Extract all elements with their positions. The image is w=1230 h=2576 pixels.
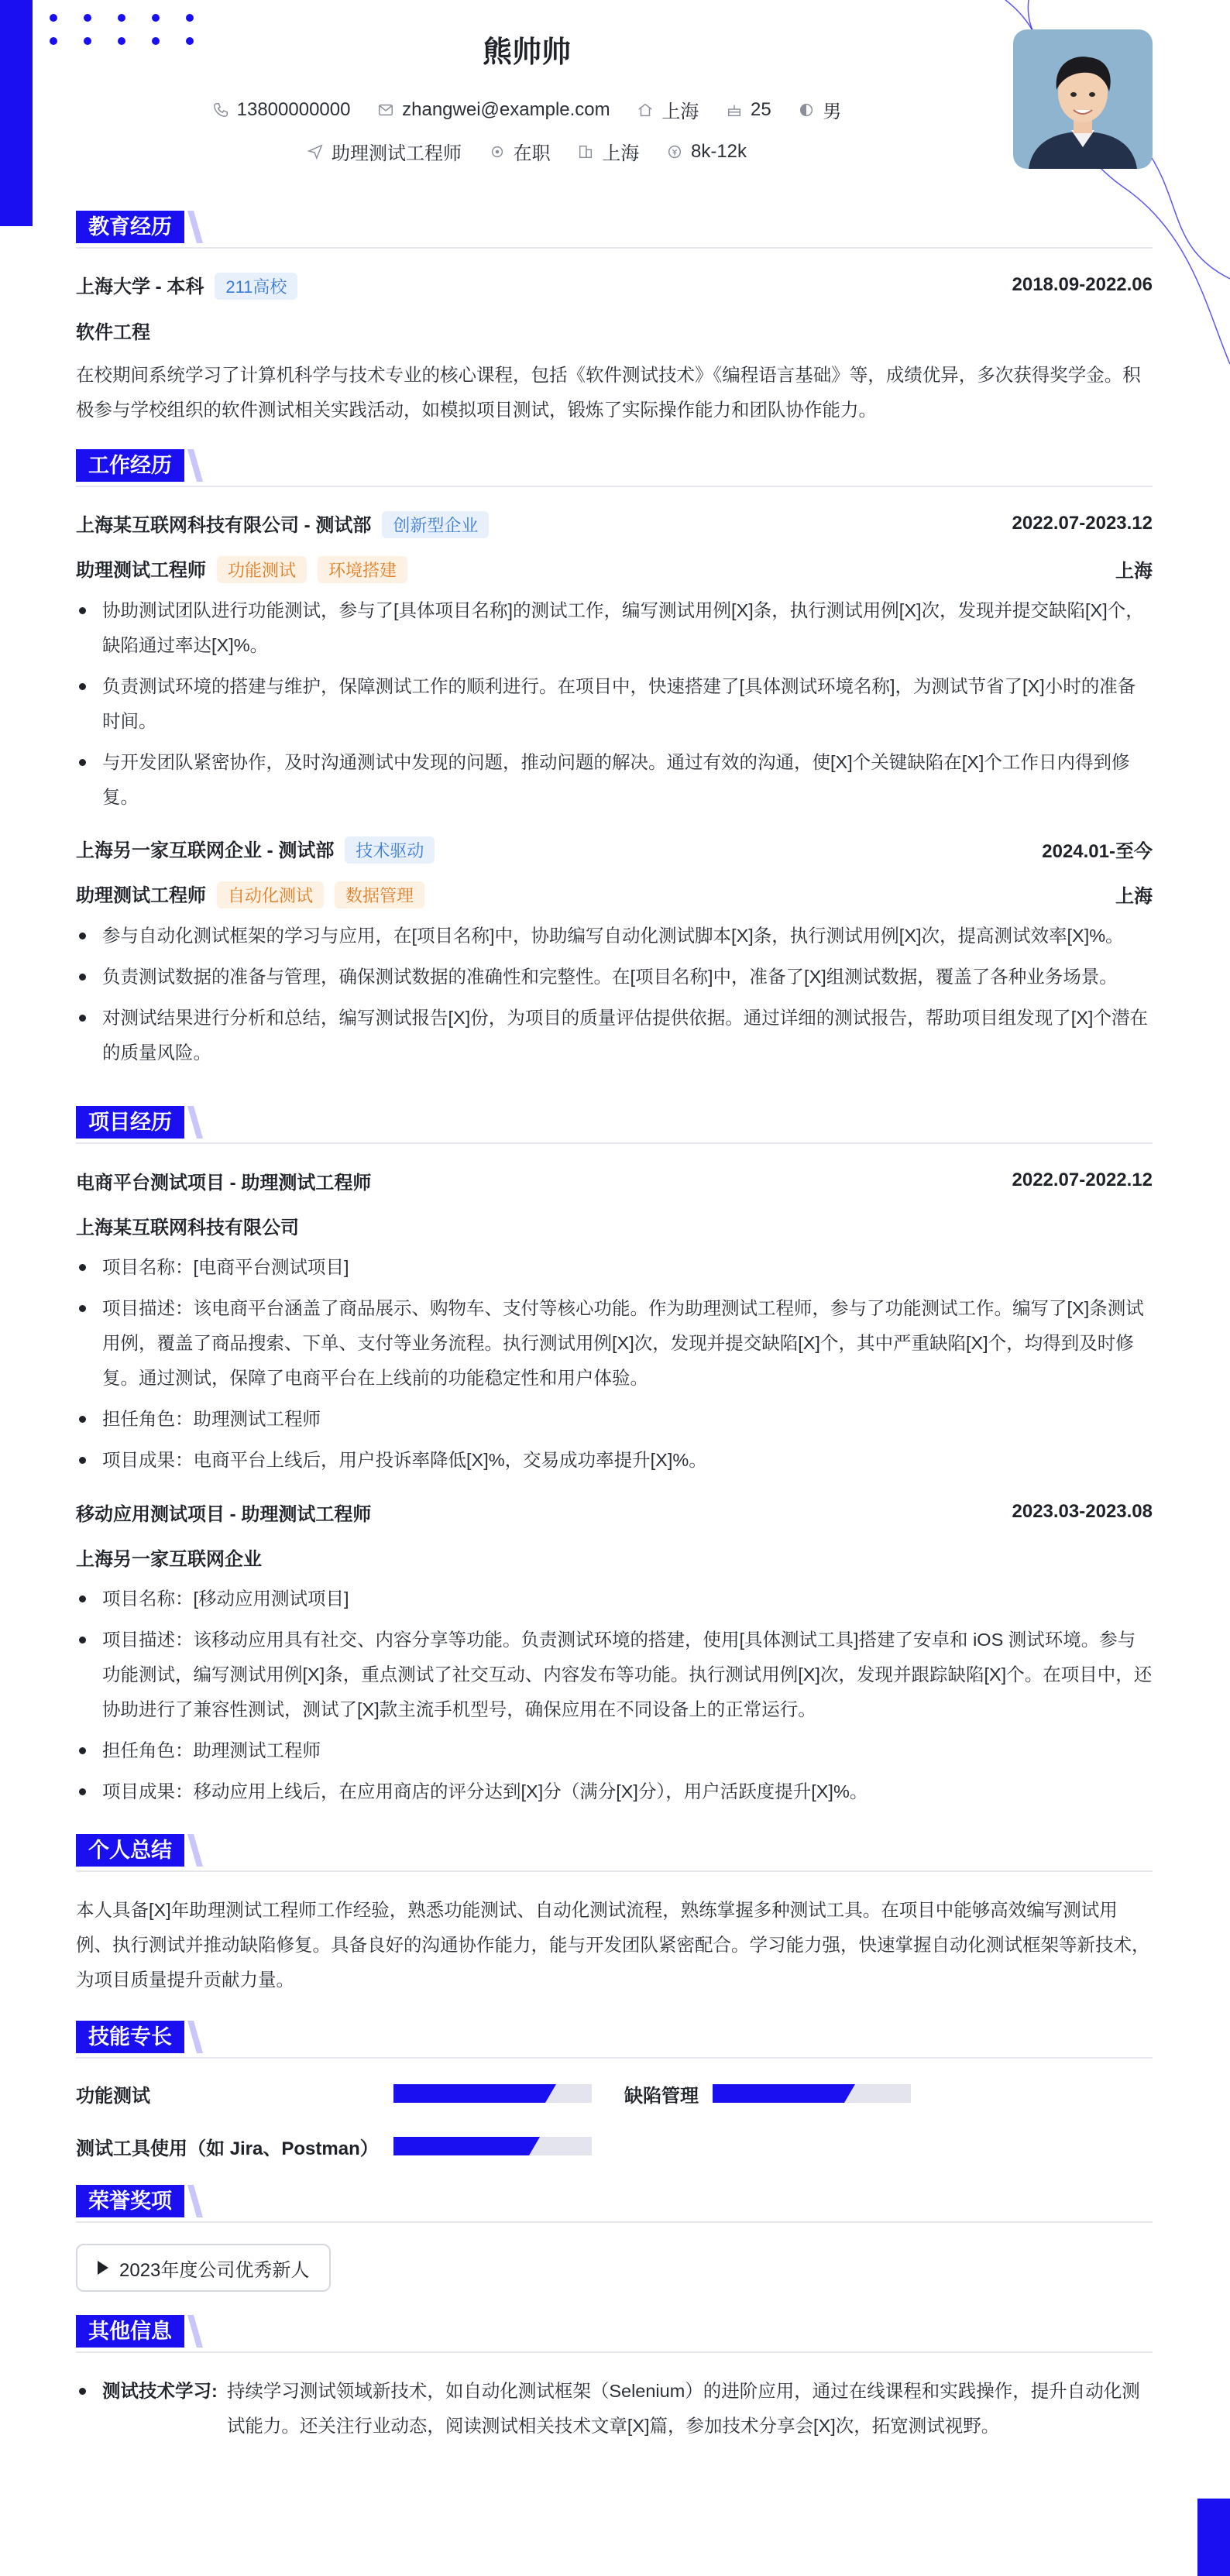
city-text: 上海 <box>661 101 699 122</box>
contact-row <box>0 96 1053 124</box>
job-bullets <box>76 593 1153 815</box>
skill-name: 缺陷管理 <box>624 2085 699 2107</box>
section-title: 荣誉奖项 <box>76 2185 184 2217</box>
list-item: 项目成果：电商平台上线后，用户投诉率降低[X]%，交易成功率提升[X]%。 <box>76 1443 1153 1478</box>
skills-grid <box>76 2080 1153 2180</box>
avatar <box>1013 29 1153 169</box>
summary-section <box>76 1834 1153 1997</box>
heading-slant-icon <box>187 449 203 482</box>
coin-icon <box>666 143 683 160</box>
heading-slant-icon <box>187 2315 203 2348</box>
candidate-name: 熊帅帅 <box>482 36 571 69</box>
gender-text: 男 <box>823 101 842 122</box>
skill-bar-fill <box>393 2137 529 2155</box>
project-company: 上海某互联网科技有限公司 <box>76 1217 299 1238</box>
list-item: 项目描述：该电商平台涵盖了商品展示、购物车、支付等核心功能。作为助理测试工程师，参与了功能测试工作。编写了[X]条测试用例，覆盖了商品搜索、下单、支付等业务流程。执行测试用例[X]次，发现并提交缺陷[X]个，其中严重缺陷[X]个，均得到及时修复。通过测试，保障了电商平台在上线前的功能稳定性和用户体验。 <box>76 1291 1153 1396</box>
list-item: 负责测试数据的准备与管理，确保测试数据的准确性和完整性。在[项目名称]中，准备了[X]组测试数据，覆盖了各种业务场景。 <box>76 960 1153 994</box>
skill-item <box>624 2080 699 2107</box>
status-text: 在职 <box>513 143 551 164</box>
project-bullets <box>76 1250 1153 1478</box>
work-section <box>76 449 1153 1070</box>
resume-body <box>76 211 1153 2444</box>
list-item: 项目成果：移动应用上线后，在应用商店的评分达到[X]分（满分[X]分），用户活跃度提升[X]%。 <box>76 1774 1153 1809</box>
target-city-text: 上海 <box>602 143 640 164</box>
age-item <box>726 99 771 121</box>
education-description: 在校期间系统学习了计算机科学与技术专业的核心课程，包括《软件测试技术》《编程语言基础》等，成绩优异，多次获得奖学金。积极参与学校组织的软件测试相关实践活动，如模拟项目测试，锻炼了实际操作能力和团队协作能力。 <box>76 365 1141 420</box>
list-item: 项目名称：[电商平台测试项目] <box>76 1250 1153 1285</box>
project-name: 移动应用测试项目 - 助理测试工程师 <box>76 1503 372 1525</box>
city-item <box>637 96 699 123</box>
projects-heading <box>76 1106 1153 1143</box>
mail-icon <box>377 101 394 118</box>
list-item: 担任角色：助理测试工程师 <box>76 1402 1153 1437</box>
project-header-row <box>76 1165 1153 1196</box>
skill-bar <box>713 2084 911 2103</box>
job-entry <box>76 508 1153 815</box>
home-icon <box>637 101 654 118</box>
job-company-row <box>76 833 1153 864</box>
other-heading <box>76 2315 1153 2352</box>
section-title: 项目经历 <box>76 1106 184 1139</box>
job-bullets <box>76 919 1153 1070</box>
project-date: 2022.07-2022.12 <box>1012 1170 1153 1190</box>
job-intent-row <box>0 138 1053 166</box>
projects-section <box>76 1106 1153 1809</box>
job-role: 助理测试工程师 <box>76 884 206 906</box>
heading-slant-icon <box>187 1834 203 1867</box>
list-item: 与开发团队紧密协作，及时沟通测试中发现的问题，推动问题的解决。通过有效的沟通，使[X]个关键缺陷在[X]个工作日内得到修复。 <box>76 745 1153 815</box>
age-text: 25 <box>750 98 771 120</box>
job-entry <box>76 833 1153 1070</box>
education-section <box>76 211 1153 428</box>
other-label: 测试技术学习: <box>102 2381 218 2401</box>
project-entry <box>76 1496 1153 1809</box>
skill-bar-fill <box>713 2084 844 2103</box>
project-date: 2023.03-2023.08 <box>1012 1501 1153 1522</box>
email-text: zhangwei@example.com <box>402 98 610 120</box>
other-item <box>76 2374 1153 2444</box>
job-company: 上海某互联网科技有限公司 - 测试部 <box>76 514 372 536</box>
work-heading <box>76 449 1153 486</box>
job-role: 助理测试工程师 <box>76 559 206 581</box>
school-tag: 211高校 <box>215 273 297 300</box>
salary-text: 8k-12k <box>690 140 747 162</box>
list-item: 担任角色：助理测试工程师 <box>76 1733 1153 1768</box>
play-icon <box>98 2261 108 2275</box>
list-item: 对测试结果进行分析和总结，编写测试报告[X]份，为项目的质量评估提供依据。通过详细的测试报告，帮助项目组发现了[X]个潜在的质量风险。 <box>76 1001 1153 1070</box>
skill-tag: 功能测试 <box>217 556 307 583</box>
skill-bar-fill <box>393 2084 545 2103</box>
job-title-text: 助理测试工程师 <box>331 143 462 164</box>
skills-section <box>76 2021 1153 2180</box>
gender-item <box>798 96 841 123</box>
job-date: 2022.07-2023.12 <box>1012 513 1153 534</box>
job-location: 上海 <box>1115 560 1153 582</box>
skill-bar <box>393 2084 592 2103</box>
skill-tag: 数据管理 <box>335 881 424 908</box>
list-item: 协助测试团队进行功能测试，参与了[具体项目名称]的测试工作，编写测试用例[X]条，执行测试用例[X]次，发现并提交缺陷[X]个，缺陷通过率达[X]%。 <box>76 593 1153 663</box>
section-title: 个人总结 <box>76 1834 184 1867</box>
skill-item <box>76 2132 379 2160</box>
section-title: 技能专长 <box>76 2021 184 2053</box>
job-role-row <box>76 553 1153 584</box>
summary-heading <box>76 1834 1153 1871</box>
skill-bar <box>393 2137 592 2155</box>
phone-icon <box>212 101 229 118</box>
award-name: 2023年度公司优秀新人 <box>119 2259 310 2281</box>
project-name: 电商平台测试项目 - 助理测试工程师 <box>76 1172 372 1194</box>
building-icon <box>577 143 594 160</box>
company-tag: 技术驱动 <box>345 836 435 864</box>
status-item <box>489 138 551 165</box>
list-item: 参与自动化测试框架的学习与应用，在[项目名称]中，协助编写自动化测试脚本[X]条，执行测试用例[X]次，提高测试效率[X]%。 <box>76 919 1153 953</box>
list-item: 项目描述：该移动应用具有社交、内容分享等功能。负责测试环境的搭建，使用[具体测试工具]搭建了安卓和 iOS 测试环境。参与功能测试，编写测试用例[X]条，重点测试了社交互动、内容发布等功能。执行测试用例[X]次，发现并跟踪缺陷[X]个。在项目中，还协助进行了兼容性测试，测试了[X]款主流手机型号，确保应用在不同设备上的正常运行。 <box>76 1623 1153 1727</box>
cake-icon <box>726 101 743 118</box>
job-title-item <box>307 138 462 165</box>
heading-slant-icon <box>187 211 203 243</box>
gender-icon <box>798 101 815 118</box>
section-title: 工作经历 <box>76 449 184 482</box>
project-header-row <box>76 1496 1153 1527</box>
skill-tag: 自动化测试 <box>217 881 324 908</box>
right-accent-bar <box>1197 2499 1230 2576</box>
skill-name: 功能测试 <box>76 2085 150 2107</box>
job-role-row <box>76 878 1153 909</box>
email-item <box>377 99 610 121</box>
job-company-row <box>76 508 1153 539</box>
education-heading <box>76 211 1153 248</box>
resume-header <box>0 0 1230 194</box>
list-item: 项目名称：[移动应用测试项目] <box>76 1582 1153 1616</box>
send-icon <box>307 143 324 160</box>
heading-slant-icon <box>187 2185 203 2217</box>
other-section <box>76 2315 1153 2444</box>
project-entry <box>76 1165 1153 1478</box>
job-company: 上海另一家互联网企业 - 测试部 <box>76 840 335 861</box>
skill-name: 测试工具使用（如 Jira、Postman） <box>76 2138 379 2159</box>
heading-slant-icon <box>187 2021 203 2053</box>
company-tag: 创新型企业 <box>382 511 489 538</box>
project-bullets <box>76 1582 1153 1809</box>
summary-text: 本人具备[X]年助理测试工程师工作经验，熟悉功能测试、自动化测试流程，熟练掌握多种测试工具。在项目中能够高效编写测试用例、执行测试并推动缺陷修复。具备良好的沟通协作能力，能与开发团队紧密配合。学习能力强，快速掌握自动化测试框架等新技术，为项目质量提升贡献力量。 <box>76 1900 1150 1990</box>
job-date: 2024.01-至今 <box>1042 840 1153 862</box>
status-icon <box>489 143 506 160</box>
job-location: 上海 <box>1115 885 1153 907</box>
project-company: 上海另一家互联网企业 <box>76 1548 262 1570</box>
target-city-item <box>577 138 639 165</box>
section-title: 其他信息 <box>76 2315 184 2348</box>
skill-tag: 环境搭建 <box>318 556 407 583</box>
other-text: 持续学习测试领域新技术，如自动化测试框架（Selenium）的进阶应用，通过在线课程和实践操作，提升自动化测试能力。还关注行业动态，阅读测试相关技术文章[X]篇，参加技术分享会[X]次，拓宽测试视野。 <box>226 2381 1140 2436</box>
section-title: 教育经历 <box>76 211 184 243</box>
salary-item <box>666 141 747 163</box>
skills-heading <box>76 2021 1153 2058</box>
awards-section <box>76 2185 1153 2292</box>
list-item: 负责测试环境的搭建与维护，保障测试工作的顺利进行。在项目中，快速搭建了[具体测试环境名称]，为测试节省了[X]小时的准备时间。 <box>76 669 1153 739</box>
phone-text: 13800000000 <box>236 98 351 120</box>
school-name: 上海大学 - 本科 <box>76 276 204 297</box>
education-date: 2018.09-2022.06 <box>1012 274 1153 295</box>
phone-item <box>212 99 351 121</box>
education-header-row <box>76 270 1153 301</box>
award-item <box>76 2244 331 2292</box>
major: 软件工程 <box>76 321 150 343</box>
awards-heading <box>76 2185 1153 2222</box>
heading-slant-icon <box>187 1106 203 1139</box>
skill-item <box>76 2080 150 2107</box>
